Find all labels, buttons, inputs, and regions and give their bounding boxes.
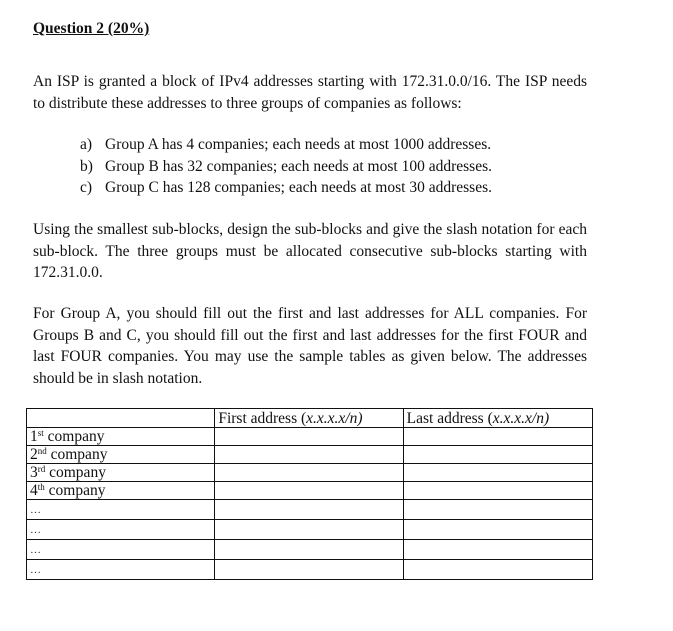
intro-paragraph: An ISP is granted a block of IPv4 addresses starting with 172.31.0.0/16. The ISP needs to distribute these addresses to three groups of companies as follows: — [33, 73, 587, 112]
first-address-cell[interactable] — [215, 560, 403, 580]
first-address-cell[interactable] — [215, 540, 403, 560]
question-heading: Question 2 (20%) — [33, 20, 150, 37]
row-label: 3rd company — [27, 464, 215, 482]
first-address-cell[interactable] — [215, 446, 403, 464]
last-address-cell[interactable] — [403, 560, 592, 580]
row-label: 2nd company — [27, 446, 215, 464]
last-address-cell[interactable] — [403, 482, 592, 500]
first-address-cell[interactable] — [215, 428, 403, 446]
last-address-cell[interactable] — [403, 540, 592, 560]
last-address-cell[interactable] — [403, 428, 592, 446]
last-address-cell[interactable] — [403, 520, 592, 540]
list-marker: c) — [80, 179, 93, 196]
table-row — [27, 446, 593, 464]
row-label: 1st company — [27, 428, 215, 446]
header-empty — [27, 409, 215, 428]
sample-table — [26, 408, 593, 580]
list-text: Group C has 128 companies; each needs at most 30 addresses. — [105, 179, 492, 196]
first-address-cell[interactable] — [215, 500, 403, 520]
list-text: Group A has 4 companies; each needs at most 1000 addresses. — [105, 136, 492, 153]
instructions-paragraph: Using the smallest sub-blocks, design the sub-blocks and give the slash notation for each sub-block. The three groups must be allocated consecutive sub-blocks starting with 172.31.0.0. — [33, 221, 587, 281]
list-text: Group B has 32 companies; each needs at most 100 addresses. — [105, 157, 492, 175]
table-row — [27, 520, 593, 540]
list-marker: a) — [80, 136, 93, 153]
table-header-row — [27, 409, 593, 428]
header-first-address: First address (x.x.x.x/n) — [215, 409, 403, 428]
table-row — [27, 464, 593, 482]
list-marker: b) — [80, 157, 93, 175]
list-item — [80, 134, 492, 156]
first-address-cell[interactable] — [215, 482, 403, 500]
fill-instructions-paragraph: For Group A, you should fill out the first and last addresses for ALL companies. For Groups B and C, you should fill out the first and last addresses for the first FOUR and last FOUR companies. You may use the sample tables as given below. The addresses should be in slash notation. — [33, 305, 587, 387]
header-last-address: Last address (x.x.x.x/n) — [403, 409, 592, 428]
group-list — [80, 134, 492, 199]
row-label: 4th company — [27, 482, 215, 500]
table-row — [27, 540, 593, 560]
ellipsis-cell: … — [27, 520, 215, 540]
ellipsis-cell: … — [27, 540, 215, 560]
table-row — [27, 482, 593, 500]
last-address-cell[interactable] — [403, 464, 592, 482]
list-item — [80, 156, 492, 178]
ellipsis-cell: … — [27, 560, 215, 580]
first-address-cell[interactable] — [215, 464, 403, 482]
list-item — [80, 177, 492, 199]
last-address-cell[interactable] — [403, 446, 592, 464]
ellipsis-cell: … — [27, 500, 215, 520]
table-row — [27, 560, 593, 580]
table-row — [27, 428, 593, 446]
table-row — [27, 500, 593, 520]
last-address-cell[interactable] — [403, 500, 592, 520]
first-address-cell[interactable] — [215, 520, 403, 540]
